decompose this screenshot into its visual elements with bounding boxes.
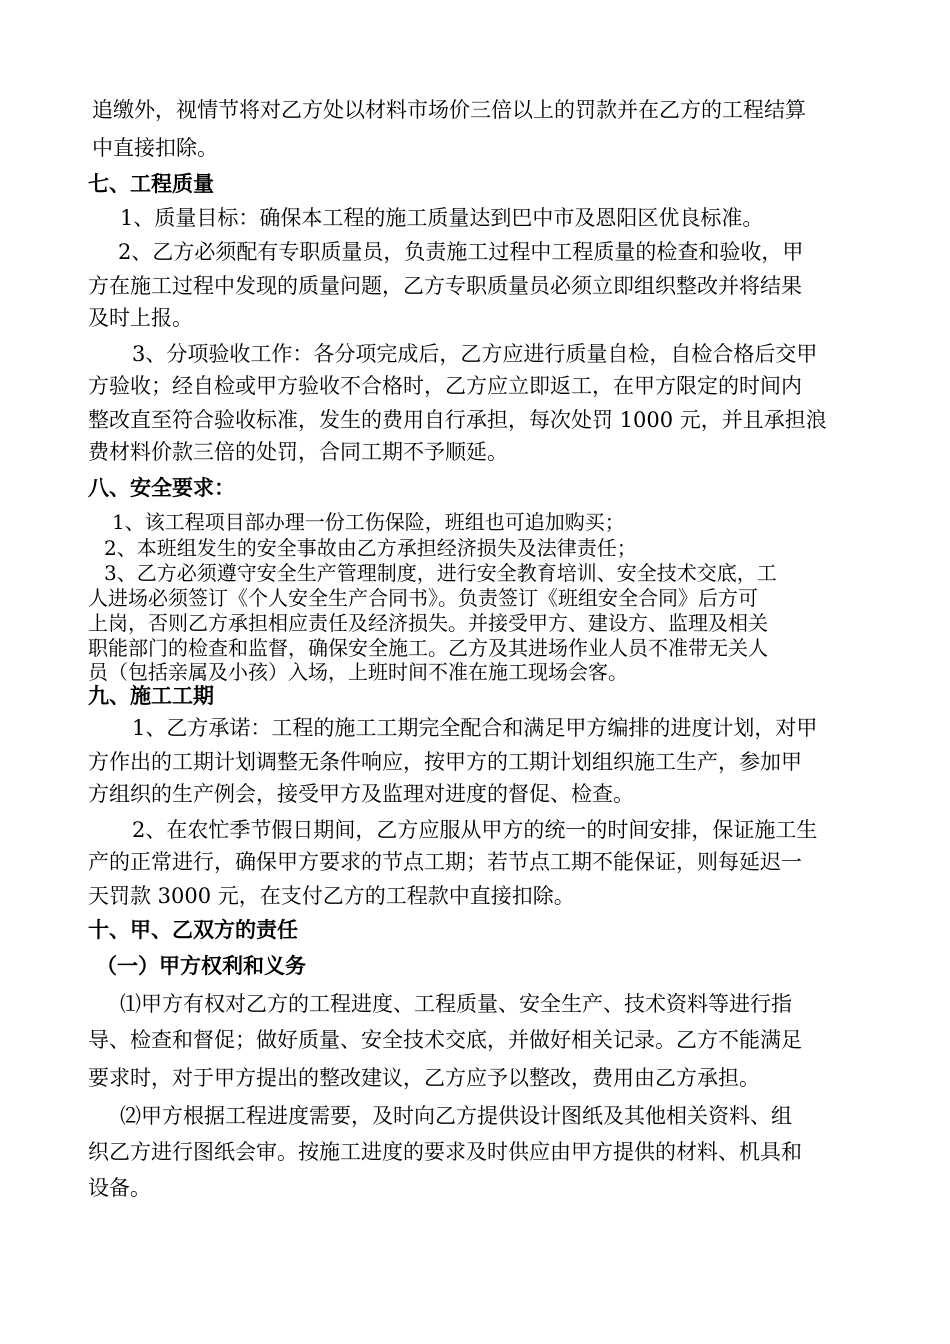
paragraph-line: 产的正常进行，确保甲方要求的节点工期；若节点工期不能保证，则每延迟一 <box>88 850 802 874</box>
section-heading-safety: 八、安全要求： <box>88 476 235 500</box>
paragraph-line: 追缴外，视情节将对乙方处以材料市场价三倍以上的罚款并在乙方的工程结算 <box>92 98 806 122</box>
paragraph-line: 3、分项验收工作：各分项完成后，乙方应进行质量自检，自检合格后交甲 <box>132 342 818 366</box>
paragraph-line: 3、乙方必须遵守安全生产管理制度，进行安全教育培训、安全技术交底，工 <box>104 561 777 585</box>
paragraph-line: ⑴甲方有权对乙方的工程进度、工程质量、安全生产、技术资料等进行指 <box>120 992 792 1016</box>
subsection-heading-party-a: （一）甲方权利和义务 <box>96 954 306 978</box>
paragraph-line: 方验收；经自检或甲方验收不合格时，乙方应立即返工，在甲方限定的时间内 <box>88 374 802 398</box>
paragraph-line: 1、该工程项目部办理一份工伤保险，班组也可追加购买； <box>112 510 625 534</box>
paragraph-line: 织乙方进行图纸会审。按施工进度的要求及时供应由甲方提供的材料、机具和 <box>88 1140 802 1164</box>
paragraph-line: 员（包括亲属及小孩）入场，上班时间不准在施工现场会客。 <box>88 660 628 684</box>
paragraph-line: 2、本班组发生的安全事故由乙方承担经济损失及法律责任； <box>104 536 637 560</box>
paragraph-line: 1、乙方承诺：工程的施工工期完全配合和满足甲方编排的进度计划，对甲 <box>132 716 818 740</box>
paragraph-line: 2、乙方必须配有专职质量员，负责施工过程中工程质量的检查和验收，甲 <box>118 240 804 264</box>
paragraph-line: 职能部门的检查和监督，确保安全施工。乙方及其进场作业人员不准带无关人 <box>88 636 768 660</box>
paragraph-line: 导、检查和督促；做好质量、安全技术交底，并做好相关记录。乙方不能满足 <box>88 1028 802 1052</box>
section-heading-responsibilities: 十、甲、乙双方的责任 <box>88 918 298 942</box>
section-heading-quality: 七、工程质量 <box>88 172 214 196</box>
paragraph-line: 上岗，否则乙方承担相应责任及经济损失。并接受甲方、建设方、监理及相关 <box>88 611 768 635</box>
paragraph-line: 方组织的生产例会，接受甲方及监理对进度的督促、检查。 <box>88 782 634 806</box>
paragraph-line: 2、在农忙季节假日期间，乙方应服从甲方的统一的时间安排，保证施工生 <box>132 818 818 842</box>
paragraph-line: 及时上报。 <box>88 306 193 330</box>
paragraph-line: 要求时，对于甲方提出的整改建议，乙方应予以整改，费用由乙方承担。 <box>88 1066 760 1090</box>
paragraph-line: 设备。 <box>88 1176 151 1200</box>
paragraph-line: 费材料价款三倍的处罚，合同工期不予顺延。 <box>88 440 508 464</box>
section-heading-schedule: 九、施工工期 <box>88 684 214 708</box>
paragraph-line: 人进场必须签订《个人安全生产合同书》。负责签订《班组安全合同》后方可 <box>88 586 758 610</box>
paragraph-line: 整改直至符合验收标准，发生的费用自行承担，每次处罚 1000 元，并且承担浪 <box>88 408 827 432</box>
paragraph-line: 方作出的工期计划调整无条件响应，按甲方的工期计划组织施工生产，参加甲 <box>88 750 802 774</box>
paragraph-line: 天罚款 3000 元，在支付乙方的工程款中直接扣除。 <box>88 884 575 908</box>
paragraph-line: ⑵甲方根据工程进度需要，及时向乙方提供设计图纸及其他相关资料、组 <box>120 1104 792 1128</box>
paragraph-line: 1、质量目标：确保本工程的施工质量达到巴中市及恩阳区优良标准。 <box>120 206 764 230</box>
paragraph-line: 中直接扣除。 <box>92 136 218 160</box>
paragraph-line: 方在施工过程中发现的质量问题，乙方专职质量员必须立即组织整改并将结果 <box>88 274 802 298</box>
